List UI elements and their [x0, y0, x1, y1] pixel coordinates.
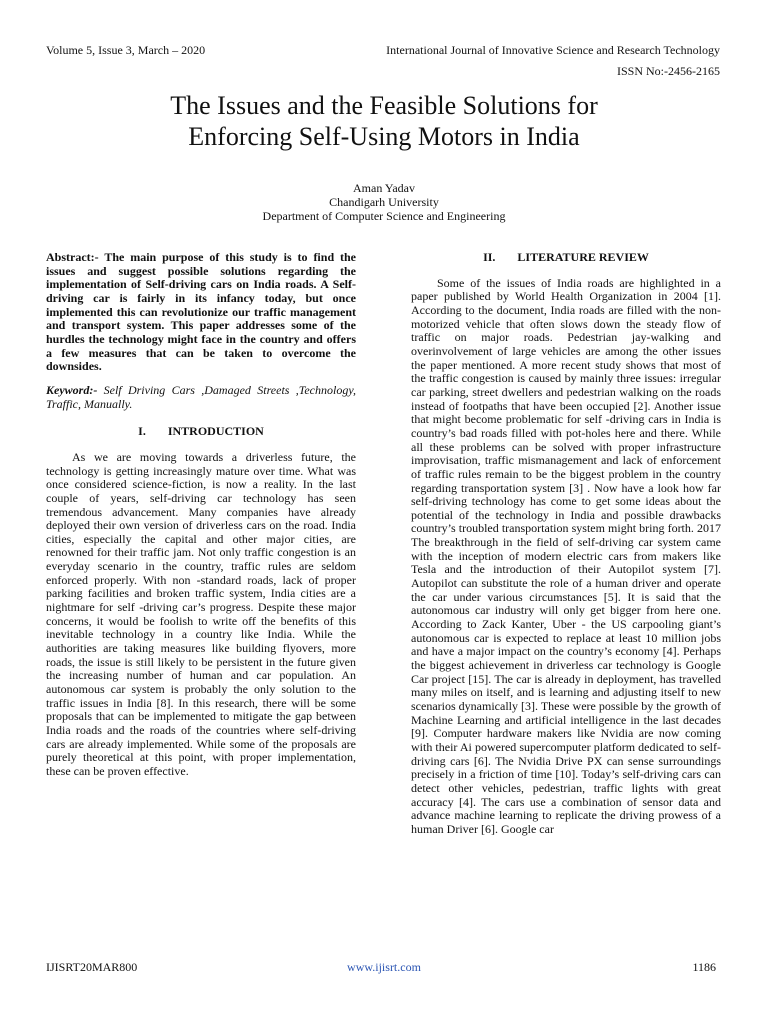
title-line-1: The Issues and the Feasible Solutions for — [170, 91, 598, 120]
title-line-2: Enforcing Self-Using Motors in India — [188, 122, 580, 151]
keywords-text: Self Driving Cars ,Damaged Streets ,Technology, Traffic, Manually. — [46, 382, 356, 411]
paper-title — [0, 90, 768, 152]
author-department: Department of Computer Science and Engineering — [262, 209, 506, 223]
author-institution: Chandigarh University — [329, 195, 439, 209]
volume-info: Volume 5, Issue 3, March – 2020 — [46, 43, 206, 57]
literature-review-body: Some of the issues of India roads are highlighted in a paper published by World Health Organization in 2004 [1]. According to the document, India roads are filled with the non-motorized vehicle that often slows down the steady flow of traffic on major roads. Pedestrian jay-walking and overinvolvement of large vehicles are among the other issues the paper mentioned. A more recent study shows that most of the traffic congestion is caused by mainly three issues: irregular car parking, street dwellers and pedestrian walking on the roads instead of footpaths that have been occupied [2]. Another issue that might become problematic for self -driving cars in India is country’s bad roads filled with pot-holes here and there. While all these problems can be solved with proper infrastructure improvisation, traffic mismanagement and lack of enforcement of traffic rules remain to be the biggest problem in the country regarding transportation system [3] . Now have a look how far self-driving technology has come to get some ideas about the potential of the technology in India and possible drawbacks country’s troubled transportation system might bring forth. 2017 The breakthrough in the field of self-driving car system came with the inception of modern electric cars from makers like Tesla and the introduction of their Autopilot system [7]. Autopilot can substitute the role of a human driver and operate the car under various circumstances [5]. It is said that the autonomous car industry will only get bigger from here one. According to Zack Kanter, Uber - the US carpooling giant’s autonomous car is expected to replace at least 10 million jobs and have a major impact on the country’s economy [4]. Perhaps the biggest achievement in driverless car technology is Google Car project [15]. The car is already in deployment, has travelled many miles on itself, and is learning and adjusting itself to new scenarios dynamically [3]. These were possible by the growth of Machine Learning and artificial intelligence in the last decades [9]. Computer hardware makers like Nvidia are now coming with their Ai powered supercomputer platform dedicated to self-driving cars [6]. The Nvidia Drive PX can sense surroundings precisely in a friction of time [10]. Today’s self-driving cars can detect other vehicles, pedestrian, traffic lights with great accuracy [4]. The cars use a combination of sensor data and advance machine learning to replicate the driving prowess of a human Driver [6]. Google car — [411, 275, 721, 836]
author-name: Aman Yadav — [353, 181, 415, 195]
right-column — [411, 251, 721, 837]
section-number: II. — [483, 250, 496, 264]
paper-id: IJISRT20MAR800 — [46, 960, 138, 974]
section-heading-introduction — [46, 425, 356, 439]
section-number: I. — [138, 424, 146, 439]
section-title: INTRODUCTION — [167, 424, 264, 439]
left-column — [46, 251, 356, 779]
introduction-body: As we are moving towards a driverless future, the technology is getting increasingly mature over time. What was once considered science-fiction, is now a reality. In the last couple of years, self-driving car technology has seen tremendous advancement. Many companies have already deployed their own version of driverless cars on the road. India cities, especially the capital and other major cities, are renowned for their traffic jam. Not only traffic congestion is an everyday scenario in the country, traffic rules are seldom enforced properly. With non -standard roads, lack of proper parking facilities and broken traffic system, India cities are a nightmare for self -driving car’s progress. Despite these major concerns, it would be foolish to write off the benefits of this inevitable technology in a country like India. While the authorities are taking measures like building flyovers, more roads, the issue is still likely to be persistent in the future given the increasing number of human and car population. An autonomous car system is probably the only solution to the traffic issues in India [8]. In this research, there will be some proposals that can be implemented to mitigate the gap between India roads and the roads of the countries where self-driving cars are already implemented. While some of the proposals are purely theoretical at this point, with proper implementation, these can be proven effective. — [46, 449, 356, 778]
keywords-label: Keyword:- — [46, 382, 98, 397]
section-heading-literature-review — [411, 251, 721, 265]
page-number: 1186 — [692, 960, 716, 974]
issn: ISSN No:-2456-2165 — [616, 64, 720, 78]
journal-url-link[interactable]: www.ijisrt.com — [347, 960, 421, 974]
author-block — [0, 181, 768, 223]
abstract: Abstract:- The main purpose of this study is to find the issues and suggest possible solutions regarding the implementation of Self-driving cars on India roads. A Self-driving car is fairly in its infancy today, but once implemented this can revolutionize our traffic management and transport system. This paper addresses some of the hurdles the technology might face in the country and offers a few measures that can be taken to overcome the downsides. — [46, 250, 356, 374]
keywords — [46, 384, 356, 411]
journal-name: International Journal of Innovative Science and Research Technology — [386, 43, 720, 57]
section-title: LITERATURE REVIEW — [517, 250, 649, 264]
